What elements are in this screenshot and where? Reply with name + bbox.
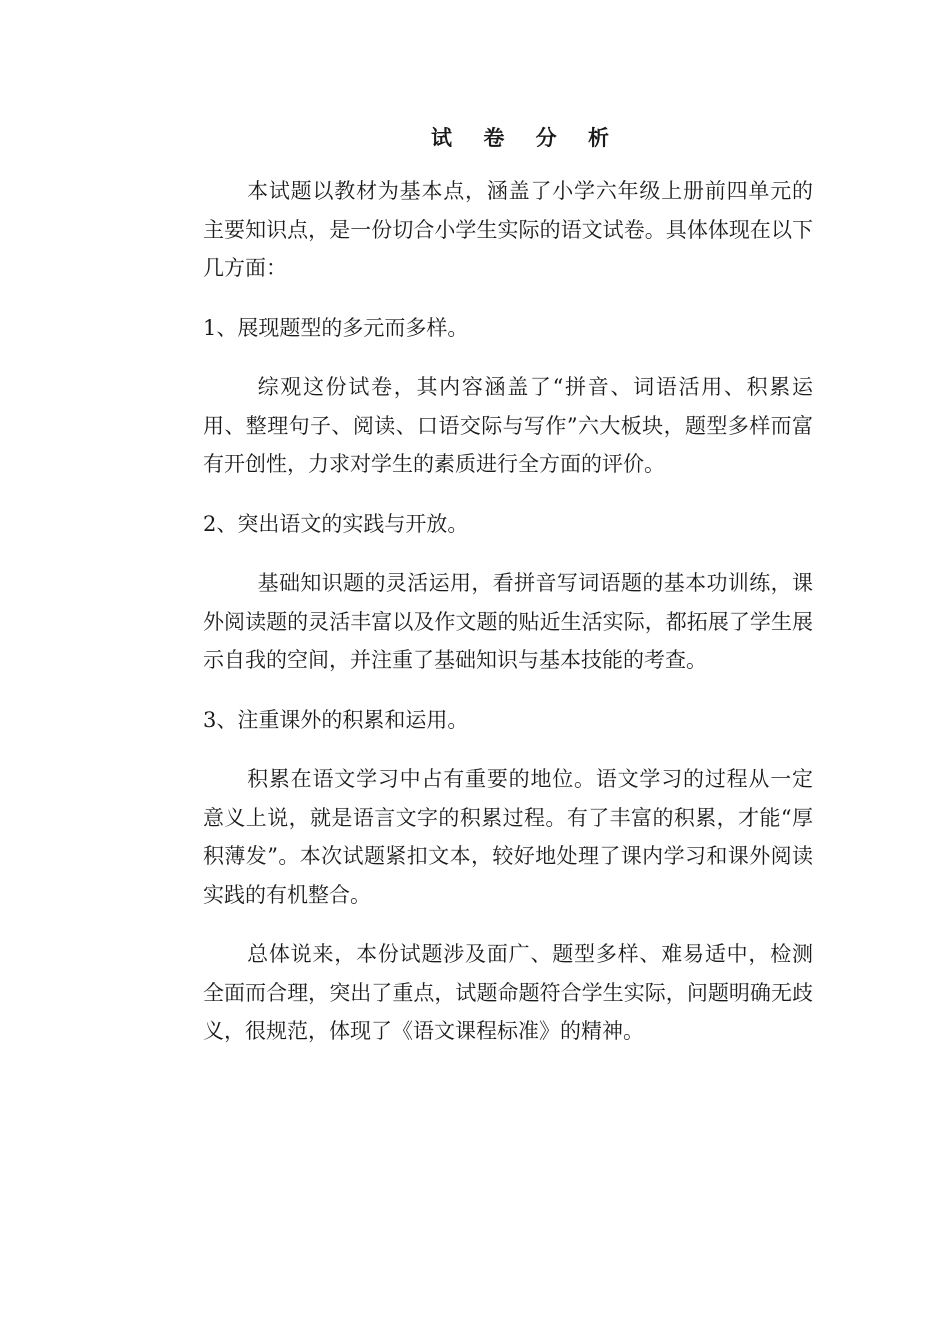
section-body-2: 基础知识题的灵活运用，看拼音写词语题的基本功训练，课外阅读题的灵活丰富以及作文题的贴近生活实际，都拓展了学生展示自我的空间，并注重了基础知识与基本技能的考查。 <box>203 571 813 672</box>
document-body <box>203 172 813 1072</box>
intro-paragraph: 本试题以教材为基本点，涵盖了小学六年级上册前四单元的主要知识点，是一份切合小学生实际的语文试卷。具体体现在以下几方面： <box>203 179 813 280</box>
section-heading-2: 2、突出语文的实践与开放。 <box>203 511 469 536</box>
section-heading-3: 3、注重课外的积累和运用。 <box>203 707 469 732</box>
conclusion-paragraph: 总体说来，本份试题涉及面广、题型多样、难易适中，检测全面而合理，突出了重点，试题命题符合学生实际，问题明确无歧义，很规范，体现了《语文课程标准》的精神。 <box>203 942 813 1043</box>
section-heading-1: 1、展现题型的多元而多样。 <box>203 315 469 340</box>
section-body-1: 综观这份试卷，其内容涵盖了“拼音、词语活用、积累运用、整理句子、阅读、口语交际与写作”六大板块，题型多样而富有开创性，力求对学生的素质进行全方面的评价。 <box>203 375 813 476</box>
section-body-3: 积累在语文学习中占有重要的地位。语文学习的过程从一定意义上说，就是语言文字的积累过程。有了丰富的积累，才能“厚积薄发”。本次试题紧扣文本，较好地处理了课内学习和课外阅读实践的有机整合。 <box>203 767 813 907</box>
document-title: 试 卷 分 析 <box>431 126 621 150</box>
